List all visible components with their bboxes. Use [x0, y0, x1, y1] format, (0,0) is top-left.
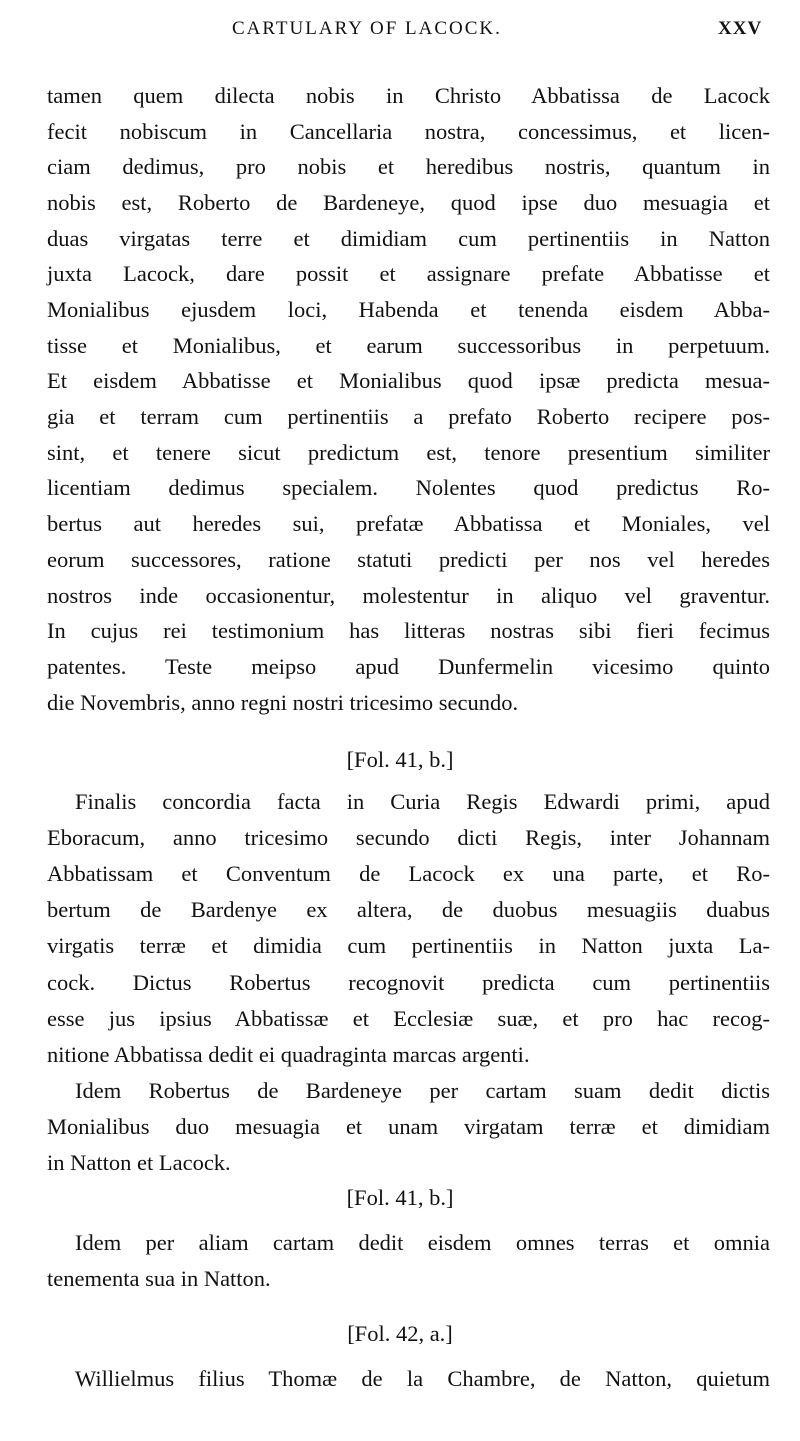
text-line: nitione Abbatissa dedit ei quadraginta marcas argenti. [47, 1042, 530, 1067]
text-line: esse jus ipsius Abbatissæ et Ecclesiæ suæ, et pro hac recog- [47, 1006, 770, 1031]
text-line: cock. Dictus Robertus recognovit predicta cum pertinentiis [47, 970, 770, 995]
text-line: sint, et tenere sicut predictum est, tenore presentium similiter [47, 440, 770, 465]
text-line: In cujus rei testimonium has litteras nostras sibi fieri fecimus [47, 618, 770, 643]
text-line: Monialibus ejusdem loci, Habenda et tenenda eisdem Abba- [47, 297, 770, 322]
folio-reference: [Fol. 41, b.] [346, 747, 454, 772]
text-line: patentes. Teste meipso apud Dunfermelin vicesimo quinto [47, 654, 770, 679]
text-line: Willielmus filius Thomæ de la Chambre, de Natton, quietum [75, 1366, 770, 1391]
text-line: tisse et Monialibus, et earum successoribus in perpetuum. [47, 333, 770, 358]
text-line: eorum successores, ratione statuti predicti per nos vel heredes [47, 547, 770, 572]
text-line: bertus aut heredes sui, prefatæ Abbatissa et Moniales, vel [47, 511, 770, 536]
running-header-title: CARTULARY OF LACOCK. [232, 18, 502, 39]
text-line: Eboracum, anno tricesimo secundo dicti Regis, inter Johannam [47, 825, 770, 850]
text-line: nobis est, Roberto de Bardeneye, quod ipse duo mesuagia et [47, 190, 770, 215]
folio-reference: [Fol. 41, b.] [346, 1185, 454, 1210]
text-line: Idem Robertus de Bardeneye per cartam suam dedit dictis [75, 1078, 770, 1103]
folio-reference: [Fol. 42, a.] [347, 1321, 453, 1346]
text-line: Et eisdem Abbatisse et Monialibus quod ipsæ predicta mesua- [47, 368, 770, 393]
text-line: fecit nobiscum in Cancellaria nostra, concessimus, et licen- [47, 119, 770, 144]
text-line: Finalis concordia facta in Curia Regis Edwardi primi, apud [75, 789, 770, 814]
text-line: licentiam dedimus specialem. Nolentes quod predictus Ro- [47, 475, 770, 500]
text-line: die Novembris, anno regni nostri tricesimo secundo. [47, 690, 519, 715]
page-number: XXV [718, 18, 763, 39]
text-line: tenementa sua in Natton. [47, 1266, 271, 1291]
text-line: juxta Lacock, dare possit et assignare prefate Abbatisse et [47, 261, 770, 286]
text-line: in Natton et Lacock. [47, 1150, 231, 1175]
text-line: tamen quem dilecta nobis in Christo Abbatissa de Lacock [47, 83, 770, 108]
text-line: virgatis terræ et dimidia cum pertinentiis in Natton juxta La- [47, 933, 770, 958]
text-line: Monialibus duo mesuagia et unam virgatam terræ et dimidiam [47, 1114, 770, 1139]
text-line: Abbatissam et Conventum de Lacock ex una parte, et Ro- [47, 861, 770, 886]
text-line: duas virgatas terre et dimidiam cum pertinentiis in Natton [47, 226, 770, 251]
text-line: ciam dedimus, pro nobis et heredibus nostris, quantum in [47, 154, 770, 179]
text-line: Idem per aliam cartam dedit eisdem omnes terras et omnia [75, 1230, 770, 1255]
text-line: bertum de Bardenye ex altera, de duobus mesuagiis duabus [47, 897, 770, 922]
text-line: nostros inde occasionentur, molestentur in aliquo vel graventur. [47, 583, 770, 608]
text-line: gia et terram cum pertinentiis a prefato Roberto recipere pos- [47, 404, 770, 429]
